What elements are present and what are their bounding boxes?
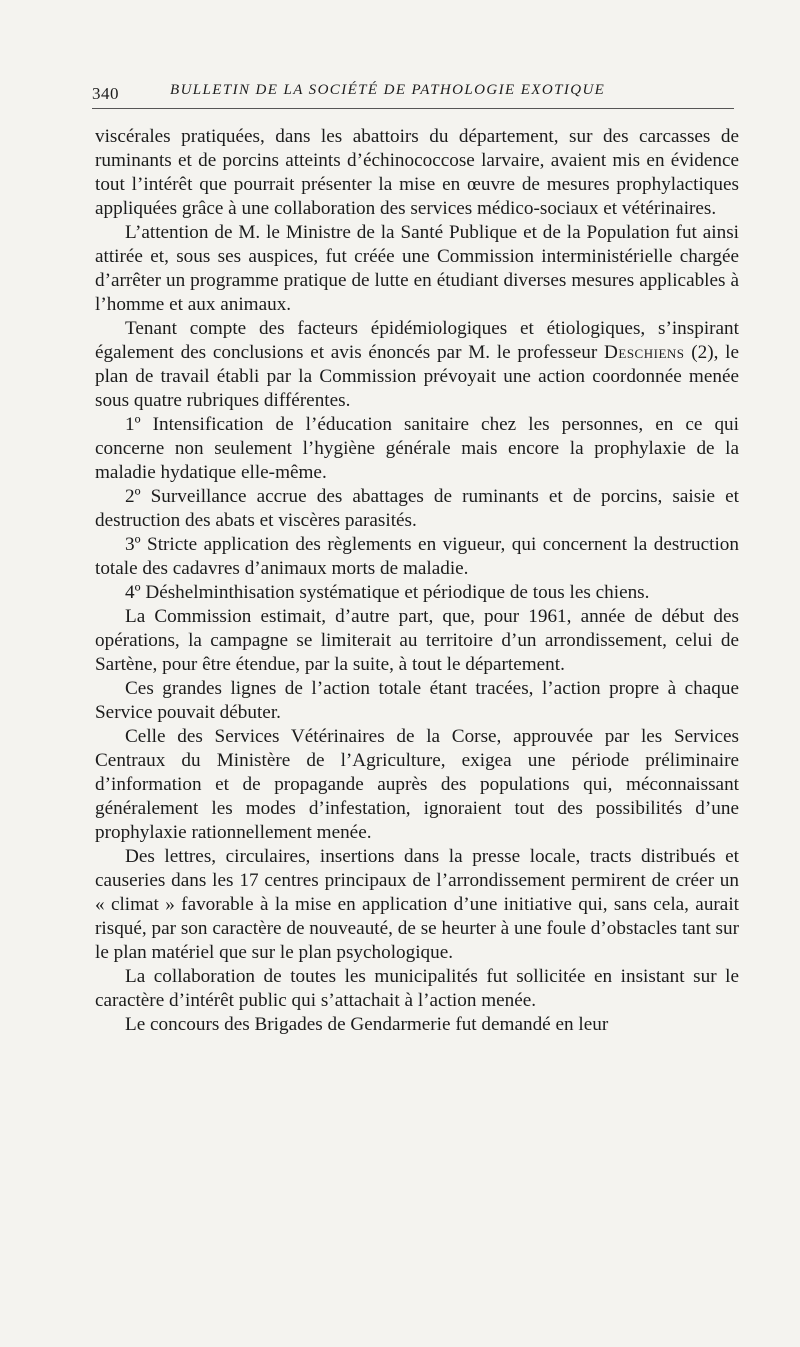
list-item-4: 4º Déshelminthisation systématique et périodique de tous les chiens. — [125, 582, 650, 603]
paragraph-6: Celle des Services Vétérinaires de la Corse, approuvée par les Services Centraux du Ministère de l’Agriculture, exigea une période préliminaire d’information et de propagande auprès des populations qui, méconnaissant généralement les modes d’infestation, ignoraient tout des possibilités d’une prophylaxie rationnellement menée. — [95, 726, 739, 843]
paragraph-8: La collaboration de toutes les municipalités fut sollicitée en insistant sur le caractère d’intérêt public qui s’attachait à l’action menée. — [95, 966, 739, 1011]
page-number: 340 — [92, 84, 119, 103]
header-rule — [92, 108, 734, 109]
paragraph-3-text-after: (2), le plan de travail établi par la Commission prévoyait une action coordonnée menée sous quatre rubriques différentes. — [95, 342, 739, 411]
body-text — [95, 125, 739, 1037]
page-header — [92, 78, 732, 108]
paragraph-1: viscérales pratiquées, dans les abattoirs du département, sur des carcasses de ruminants et de porcins atteints d’échinococcose larvaire, avaient mis en évidence tout l’intérêt que pourrait présenter la mise en œuvre de mesures prophylactiques appliquées grâce à une collaboration des services médico-sociaux et vétérinaires. — [95, 126, 739, 219]
paragraph-3 — [95, 317, 739, 413]
paragraph-7: Des lettres, circulaires, insertions dans la presse locale, tracts distribués et causeries dans les 17 centres principaux de l’arrondissement permirent de créer un « climat » favorable à la mise en application d’une initiative qui, sans cela, aurait risqué, par son caractère de nouveauté, de se heurter à une foule d’obstacles tant sur le plan matériel que sur le plan psychologique. — [95, 846, 739, 963]
paragraph-2: L’attention de M. le Ministre de la Santé Publique et de la Population fut ainsi attirée et, sous ses auspices, fut créée une Commission interministérielle chargée d’arrêter un programme pratique de lutte en étudiant diverses mesures applicables à l’homme et aux animaux. — [95, 222, 739, 315]
paragraph-9: Le concours des Brigades de Gendarmerie fut demandé en leur — [125, 1014, 609, 1035]
list-item-3: 3º Stricte application des règlements en vigueur, qui concernent la destruction totale des cadavres d’animaux morts de maladie. — [95, 534, 739, 579]
running-title: BULLETIN DE LA SOCIÉTÉ DE PATHOLOGIE EXOTIQUE — [170, 82, 606, 98]
list-item-2: 2º Surveillance accrue des abattages de ruminants et de porcins, saisie et destruction des abats et viscères parasités. — [95, 486, 739, 531]
list-item-1: 1º Intensification de l’éducation sanitaire chez les personnes, en ce qui concerne non seulement l’hygiène générale mais encore la prophylaxie de la maladie hydatique elle-même. — [95, 414, 739, 483]
paragraph-3-text-before: Tenant compte des facteurs épidémiologiques et étiologiques, s’inspirant également des conclusions et avis énoncés par M. le professeur — [95, 318, 739, 363]
author-name-deschiens: Deschiens — [604, 342, 685, 363]
paragraph-4: La Commission estimait, d’autre part, que, pour 1961, année de début des opérations, la campagne se limiterait au territoire d’un arrondissement, celui de Sartène, pour être étendue, par la suite, à tout le département. — [95, 606, 739, 675]
paragraph-5: Ces grandes lignes de l’action totale étant tracées, l’action propre à chaque Service pouvait débuter. — [95, 678, 739, 723]
